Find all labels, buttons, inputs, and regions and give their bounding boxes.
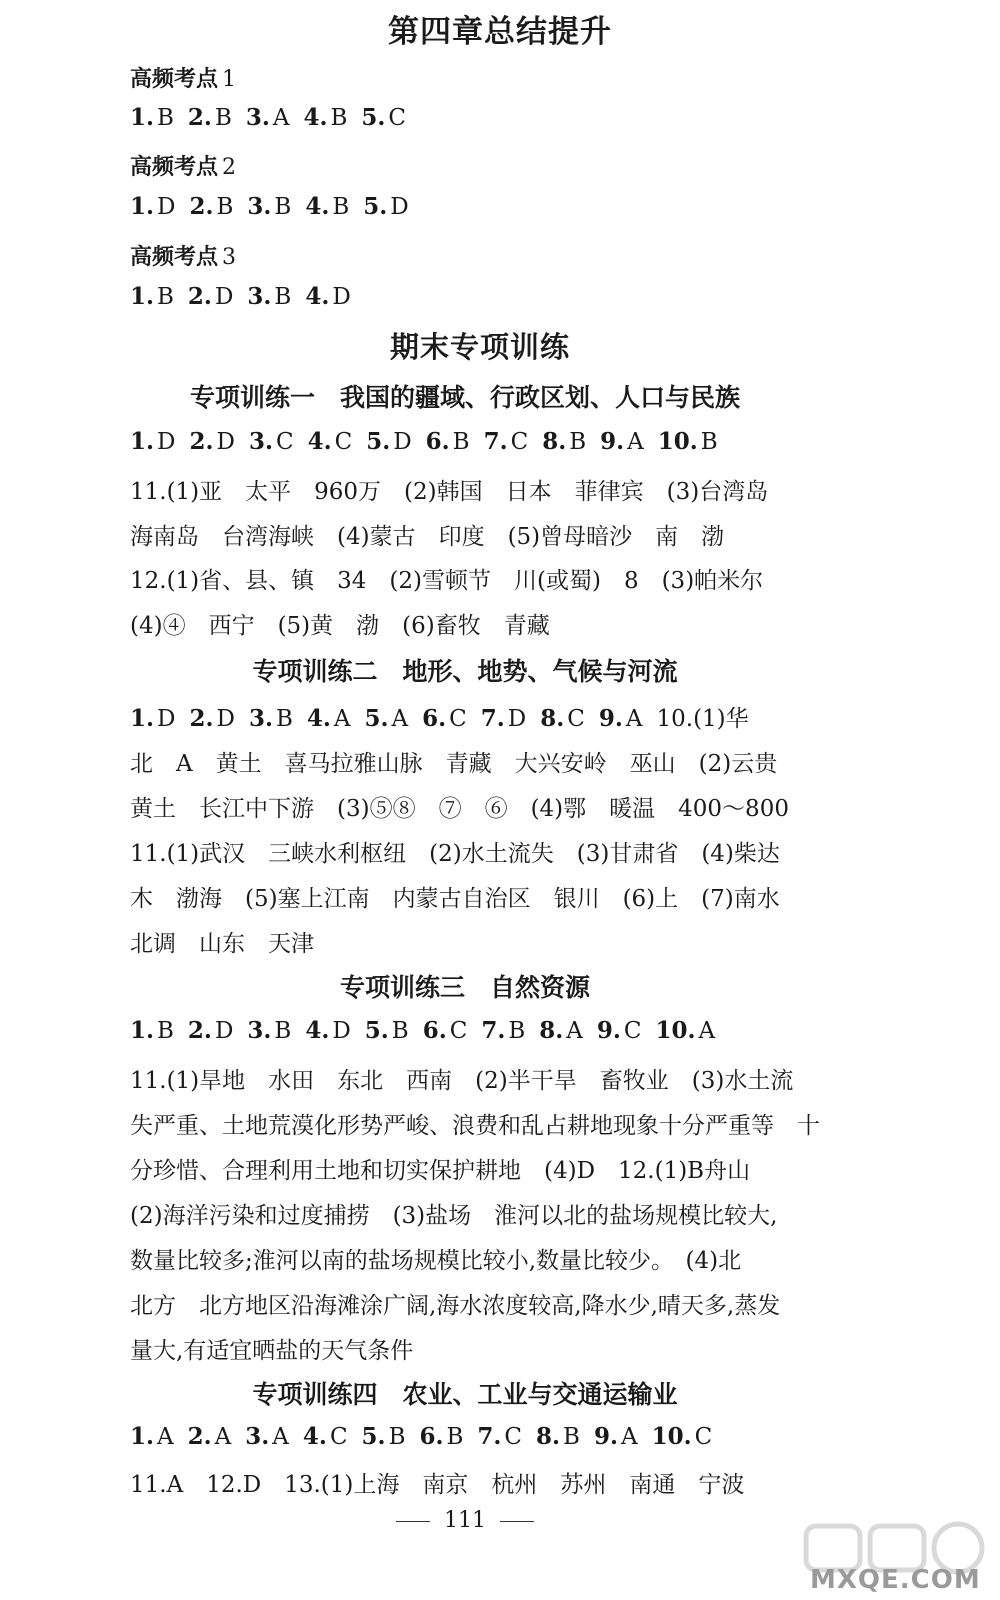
section-3-line-2: 失严重、土地荒漠化形势严峻、浪费和乱占耕地现象十分严重等 十 <box>130 1113 820 1139</box>
topic-3-label: 高频考点 3 <box>130 245 237 270</box>
section-1-line-1: 11.(1)亚 太平 960万 (2)韩国 日本 菲律宾 (3)台湾岛 <box>130 479 769 505</box>
topic-1-answers: 1. B 2. B 3. A 4. B 5. C <box>130 104 407 131</box>
section-3-line-7: 量大,有适宜晒盐的天气条件 <box>130 1338 414 1364</box>
section-3-title: 专项训练三 自然资源 <box>339 973 590 1002</box>
section-2-answers: 1. D 2. D 3. B 4. A 5. A 6. C 7. D 8. C 9. A 10.(1)华 <box>130 705 749 732</box>
section-3-line-6: 北方 北方地区沿海滩涂广阔,海水浓度较高,降水少,晴天多,蒸发 <box>130 1293 781 1319</box>
chapter-title: 第四章总结提升 <box>388 14 612 50</box>
topic-1-label: 高频考点 1 <box>130 67 237 92</box>
topic-2-label: 高频考点 2 <box>130 155 237 180</box>
section-3-line-4: (2)海洋污染和过度捕捞 (3)盐场 淮河以北的盐场规模比较大, <box>130 1203 778 1229</box>
section-4-line-1: 11.A 12.D 13.(1)上海 南京 杭州 苏州 南通 宁波 <box>130 1472 745 1498</box>
section-3-line-3: 分珍惜、合理利用土地和切实保护耕地 (4)D 12.(1)B舟山 <box>130 1158 751 1184</box>
section-2-title: 专项训练二 地形、地势、气候与河流 <box>252 657 678 686</box>
section-3-answers: 1. B 2. D 3. B 4. D 5. B 6. C 7. B 8. A 9. C 10. A <box>130 1017 716 1044</box>
topic-3-answers: 1. B 2. D 3. B 4. D <box>130 283 351 310</box>
section-2-line-1: 北 A 黄土 喜马拉雅山脉 青藏 大兴安岭 巫山 (2)云贵 <box>130 751 778 777</box>
section-1-title: 专项训练一 我国的疆域、行政区划、人口与民族 <box>189 383 740 412</box>
section-2-line-5: 北调 山东 天津 <box>130 931 314 957</box>
page-number-dash-left <box>396 1521 430 1522</box>
final-training-title: 期末专项训练 <box>389 330 570 364</box>
watermark-text: MXQE.COM <box>810 1565 981 1595</box>
topic-2-answers: 1. D 2. B 3. B 4. B 5. D <box>130 193 409 220</box>
section-2-line-2: 黄土 长江中下游 (3)⑤⑧ ⑦ ⑥ (4)鄂 暖温 400～800 <box>130 796 789 822</box>
section-1-line-3: 12.(1)省、县、镇 34 (2)雪顿节 川(或蜀) 8 (3)帕米尔 <box>130 568 764 594</box>
page-number-dash-right <box>500 1521 534 1522</box>
section-3-line-1: 11.(1)旱地 水田 东北 西南 (2)半干旱 畜牧业 (3)水土流 <box>130 1068 794 1094</box>
section-3-line-5: 数量比较多;淮河以南的盐场规模比较小,数量比较少。 (4)北 <box>130 1248 742 1274</box>
section-1-line-2: 海南岛 台湾海峡 (4)蒙古 印度 (5)曾母暗沙 南 渤 <box>130 524 725 550</box>
page-number: 111 <box>0 1508 930 1533</box>
section-4-title: 专项训练四 农业、工业与交通运输业 <box>252 1380 678 1409</box>
section-1-answers: 1. D 2. D 3. C 4. C 5. D 6. B 7. C 8. B 9. A 10. B <box>130 428 718 455</box>
section-4-answers: 1. A 2. A 3. A 4. C 5. B 6. B 7. C 8. B 9. A 10. C <box>130 1423 713 1450</box>
section-1-line-4: (4)④ 西宁 (5)黄 渤 (6)畜牧 青藏 <box>130 613 550 639</box>
section-2-line-4: 木 渤海 (5)塞上江南 内蒙古自治区 银川 (6)上 (7)南水 <box>130 886 780 912</box>
section-2-line-3: 11.(1)武汉 三峡水利枢纽 (2)水土流失 (3)甘肃省 (4)柴达 <box>130 841 780 867</box>
